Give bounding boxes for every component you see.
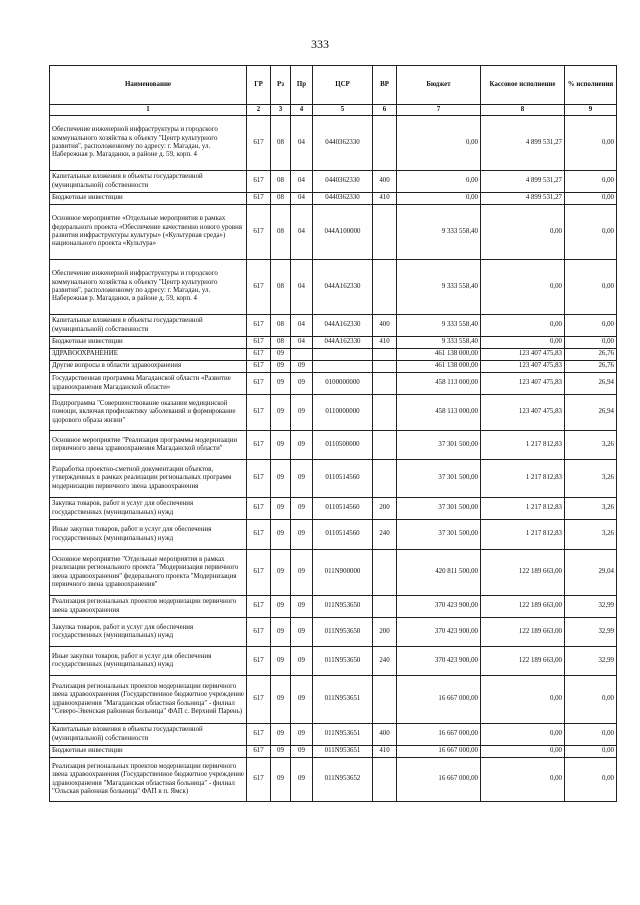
row-pr: 04 xyxy=(291,116,313,171)
header-pct: % исполнения xyxy=(565,66,617,105)
row-pct: 26,76 xyxy=(565,361,617,373)
row-csr: 044А162330 xyxy=(313,315,373,337)
row-budget: 461 138 000,00 xyxy=(397,361,481,373)
table-row xyxy=(50,676,617,724)
header-name: Наименование xyxy=(50,66,247,105)
row-budget: 37 301 500,00 xyxy=(397,498,481,520)
row-name: Основное мероприятие "Отдельные мероприятия в рамках реализации регионального проекта "Модернизация первичного звена здравоохранения" федерального проекта "Модернизация первичного звена здравоохранения" xyxy=(50,550,247,596)
row-pct: 0,00 xyxy=(565,746,617,758)
row-name: Реализация региональных проектов модернизации первичного звена здравоохранения (Государственное бюджетное учреждение здравоохранения "Магаданская областная больница" - филиал "Северо-Эвенская районная больница" ФАП с. Верхний Парень) xyxy=(50,676,247,724)
row-name: Бюджетные инвестиции xyxy=(50,193,247,205)
row-gr: 617 xyxy=(247,361,271,373)
row-pr: 09 xyxy=(291,746,313,758)
budget-table xyxy=(49,65,617,802)
row-rz: 09 xyxy=(271,349,291,361)
row-cash: 4 899 531,27 xyxy=(481,171,565,193)
row-pr: 09 xyxy=(291,520,313,550)
table-row xyxy=(50,758,617,802)
row-cash: 0,00 xyxy=(481,746,565,758)
row-pct: 0,00 xyxy=(565,205,617,260)
header-budget: Бюджет xyxy=(397,66,481,105)
row-gr: 617 xyxy=(247,260,271,315)
row-rz: 09 xyxy=(271,498,291,520)
row-vr xyxy=(373,758,397,802)
row-csr: 011N900000 xyxy=(313,550,373,596)
row-gr: 617 xyxy=(247,647,271,676)
row-rz: 08 xyxy=(271,260,291,315)
row-pr: 09 xyxy=(291,550,313,596)
row-cash: 123 407 475,83 xyxy=(481,349,565,361)
row-budget: 370 423 900,00 xyxy=(397,596,481,618)
row-rz: 08 xyxy=(271,116,291,171)
row-csr: 0110514560 xyxy=(313,460,373,498)
row-csr: 0110514560 xyxy=(313,520,373,550)
row-name: ЗДРАВООХРАНЕНИЕ xyxy=(50,349,247,361)
row-name: Капитальные вложения в объекты государственной (муниципальной) собственности xyxy=(50,724,247,746)
row-rz: 08 xyxy=(271,193,291,205)
row-cash: 1 217 812,83 xyxy=(481,520,565,550)
row-pct: 32,99 xyxy=(565,618,617,647)
row-csr: 011N953651 xyxy=(313,746,373,758)
row-pr xyxy=(291,349,313,361)
row-rz: 09 xyxy=(271,618,291,647)
row-pct: 26,94 xyxy=(565,395,617,431)
row-csr: 044А162330 xyxy=(313,337,373,349)
row-rz: 09 xyxy=(271,361,291,373)
row-gr: 617 xyxy=(247,676,271,724)
row-rz: 08 xyxy=(271,337,291,349)
row-rz: 08 xyxy=(271,171,291,193)
row-csr: 0440362330 xyxy=(313,116,373,171)
table-row xyxy=(50,171,617,193)
row-vr: 240 xyxy=(373,647,397,676)
row-rz: 09 xyxy=(271,596,291,618)
row-cash: 0,00 xyxy=(481,315,565,337)
column-index: 4 xyxy=(291,105,313,116)
row-name: Бюджетные инвестиции xyxy=(50,746,247,758)
row-vr xyxy=(373,260,397,315)
row-pr: 09 xyxy=(291,618,313,647)
row-pct: 26,76 xyxy=(565,349,617,361)
row-gr: 617 xyxy=(247,431,271,460)
row-vr: 240 xyxy=(373,520,397,550)
row-name: Капитальные вложения в объекты государственной (муниципальной) собственности xyxy=(50,171,247,193)
row-rz: 09 xyxy=(271,373,291,395)
row-vr xyxy=(373,205,397,260)
row-pr: 04 xyxy=(291,193,313,205)
column-index-row xyxy=(50,105,617,116)
row-name: Другие вопросы в области здравоохранения xyxy=(50,361,247,373)
row-pr: 09 xyxy=(291,395,313,431)
row-cash: 122 189 663,00 xyxy=(481,618,565,647)
row-cash: 4 899 531,27 xyxy=(481,193,565,205)
column-index: 8 xyxy=(481,105,565,116)
row-gr: 617 xyxy=(247,460,271,498)
row-csr: 044А100000 xyxy=(313,205,373,260)
row-budget: 461 138 000,00 xyxy=(397,349,481,361)
row-budget: 37 301 500,00 xyxy=(397,431,481,460)
table-row xyxy=(50,618,617,647)
table-body xyxy=(50,116,617,802)
row-gr: 617 xyxy=(247,498,271,520)
row-cash: 123 407 475,83 xyxy=(481,361,565,373)
row-pct: 0,00 xyxy=(565,193,617,205)
row-name: Основное мероприятие «Отдельные мероприятия в рамках федерального проекта «Обеспечение качественно нового уровня развития инфраструктуры культуры» («Культурная среда») национального проекта «Культура» xyxy=(50,205,247,260)
header-csr: ЦСР xyxy=(313,66,373,105)
row-budget: 9 333 558,40 xyxy=(397,205,481,260)
row-pr: 09 xyxy=(291,724,313,746)
row-cash: 0,00 xyxy=(481,758,565,802)
row-pct: 32,99 xyxy=(565,647,617,676)
row-vr: 410 xyxy=(373,337,397,349)
row-gr: 617 xyxy=(247,337,271,349)
table-row xyxy=(50,395,617,431)
row-name: Закупка товаров, работ и услуг для обеспечения государственных (муниципальных) нужд xyxy=(50,618,247,647)
row-gr: 617 xyxy=(247,193,271,205)
row-name: Капитальные вложения в объекты государственной (муниципальной) собственности xyxy=(50,315,247,337)
table-row xyxy=(50,746,617,758)
row-cash: 122 189 663,00 xyxy=(481,596,565,618)
row-pr: 09 xyxy=(291,498,313,520)
table-row xyxy=(50,116,617,171)
row-budget: 9 333 558,40 xyxy=(397,337,481,349)
table-row xyxy=(50,431,617,460)
row-vr xyxy=(373,550,397,596)
row-csr: 011N953651 xyxy=(313,724,373,746)
row-csr: 011N953650 xyxy=(313,647,373,676)
row-vr xyxy=(373,431,397,460)
row-csr: 0440362330 xyxy=(313,193,373,205)
row-vr xyxy=(373,676,397,724)
row-csr: 011N953650 xyxy=(313,596,373,618)
column-index: 1 xyxy=(50,105,247,116)
table-row xyxy=(50,260,617,315)
row-cash: 123 407 475,83 xyxy=(481,395,565,431)
row-rz: 09 xyxy=(271,647,291,676)
row-vr xyxy=(373,373,397,395)
row-pct: 0,00 xyxy=(565,315,617,337)
row-name: Закупка товаров, работ и услуг для обеспечения государственных (муниципальных) нужд xyxy=(50,498,247,520)
row-pct: 3,26 xyxy=(565,460,617,498)
column-index: 2 xyxy=(247,105,271,116)
table-row xyxy=(50,460,617,498)
row-budget: 370 423 900,00 xyxy=(397,647,481,676)
row-rz: 09 xyxy=(271,520,291,550)
table-row xyxy=(50,596,617,618)
row-csr: 011N953651 xyxy=(313,676,373,724)
row-pct: 32,99 xyxy=(565,596,617,618)
row-vr: 200 xyxy=(373,498,397,520)
row-cash: 1 217 812,83 xyxy=(481,431,565,460)
header-vr: ВР xyxy=(373,66,397,105)
table-row xyxy=(50,337,617,349)
row-vr xyxy=(373,596,397,618)
row-rz: 09 xyxy=(271,724,291,746)
row-gr: 617 xyxy=(247,618,271,647)
row-budget: 16 667 000,00 xyxy=(397,724,481,746)
row-pr: 09 xyxy=(291,676,313,724)
row-csr: 0110514560 xyxy=(313,498,373,520)
row-name: Государственная программа Магаданской области «Развитие здравоохранения Магаданской области» xyxy=(50,373,247,395)
row-name: Разработка проектно-сметной документации объектов, утвержденных в рамках реализации региональных программ модернизации первичного звена здравоохранения xyxy=(50,460,247,498)
row-gr: 617 xyxy=(247,395,271,431)
row-vr xyxy=(373,395,397,431)
row-cash: 0,00 xyxy=(481,676,565,724)
row-gr: 617 xyxy=(247,550,271,596)
row-rz: 09 xyxy=(271,746,291,758)
row-pr: 04 xyxy=(291,260,313,315)
row-csr: 0110500000 xyxy=(313,431,373,460)
column-index: 7 xyxy=(397,105,481,116)
row-vr: 400 xyxy=(373,724,397,746)
row-cash: 0,00 xyxy=(481,205,565,260)
row-budget: 37 301 500,00 xyxy=(397,520,481,550)
row-pct: 26,94 xyxy=(565,373,617,395)
header-row xyxy=(50,66,617,105)
row-pr: 04 xyxy=(291,171,313,193)
row-rz: 09 xyxy=(271,758,291,802)
page-number: 333 xyxy=(311,37,329,51)
row-rz: 09 xyxy=(271,395,291,431)
row-budget: 9 333 558,40 xyxy=(397,260,481,315)
column-index: 5 xyxy=(313,105,373,116)
table-row xyxy=(50,315,617,337)
row-pr: 09 xyxy=(291,431,313,460)
row-budget: 458 113 000,00 xyxy=(397,395,481,431)
row-rz: 08 xyxy=(271,315,291,337)
row-vr: 400 xyxy=(373,315,397,337)
row-gr: 617 xyxy=(247,746,271,758)
row-pct: 0,00 xyxy=(565,337,617,349)
row-vr: 400 xyxy=(373,171,397,193)
table-row xyxy=(50,647,617,676)
row-vr xyxy=(373,116,397,171)
row-cash: 1 217 812,83 xyxy=(481,498,565,520)
row-pr: 09 xyxy=(291,361,313,373)
row-pct: 0,00 xyxy=(565,260,617,315)
row-vr xyxy=(373,361,397,373)
row-gr: 617 xyxy=(247,596,271,618)
table-row xyxy=(50,498,617,520)
row-cash: 4 899 531,27 xyxy=(481,116,565,171)
row-budget: 0,00 xyxy=(397,171,481,193)
row-rz: 09 xyxy=(271,460,291,498)
row-pct: 0,00 xyxy=(565,171,617,193)
row-cash: 123 407 475,83 xyxy=(481,373,565,395)
row-pr: 09 xyxy=(291,647,313,676)
row-pct: 0,00 xyxy=(565,676,617,724)
row-gr: 617 xyxy=(247,724,271,746)
row-csr: 0110000000 xyxy=(313,395,373,431)
row-csr: 0440362330 xyxy=(313,171,373,193)
row-csr: 011N953652 xyxy=(313,758,373,802)
row-vr: 200 xyxy=(373,618,397,647)
row-pct: 3,26 xyxy=(565,498,617,520)
row-gr: 617 xyxy=(247,205,271,260)
row-gr: 617 xyxy=(247,373,271,395)
table-header xyxy=(50,66,617,116)
row-cash: 122 189 663,00 xyxy=(481,647,565,676)
row-rz: 09 xyxy=(271,676,291,724)
row-name: Подпрограмма "Совершенствование оказания медицинской помощи, включая профилактику заболеваний и формирование здорового образа жизни" xyxy=(50,395,247,431)
column-index: 9 xyxy=(565,105,617,116)
table-row xyxy=(50,550,617,596)
row-pr: 09 xyxy=(291,596,313,618)
table-row xyxy=(50,205,617,260)
table-row xyxy=(50,361,617,373)
row-vr: 410 xyxy=(373,746,397,758)
row-vr: 410 xyxy=(373,193,397,205)
row-budget: 420 811 500,00 xyxy=(397,550,481,596)
row-budget: 16 667 000,00 xyxy=(397,676,481,724)
row-name: Иные закупки товаров, работ и услуг для обеспечения государственных (муниципальных) нужд xyxy=(50,647,247,676)
row-pct: 0,00 xyxy=(565,116,617,171)
row-cash: 0,00 xyxy=(481,337,565,349)
row-csr xyxy=(313,349,373,361)
column-index: 3 xyxy=(271,105,291,116)
row-budget: 9 333 558,40 xyxy=(397,315,481,337)
row-budget: 16 667 000,00 xyxy=(397,758,481,802)
row-pr: 09 xyxy=(291,758,313,802)
row-pr: 09 xyxy=(291,373,313,395)
row-gr: 617 xyxy=(247,349,271,361)
row-cash: 0,00 xyxy=(481,260,565,315)
row-gr: 617 xyxy=(247,116,271,171)
row-csr: 044А162330 xyxy=(313,260,373,315)
row-budget: 370 423 900,00 xyxy=(397,618,481,647)
row-vr xyxy=(373,460,397,498)
row-cash: 122 189 663,00 xyxy=(481,550,565,596)
row-budget: 0,00 xyxy=(397,193,481,205)
row-gr: 617 xyxy=(247,315,271,337)
row-csr xyxy=(313,361,373,373)
row-pr: 09 xyxy=(291,460,313,498)
row-gr: 617 xyxy=(247,520,271,550)
row-name: Обеспечение инженерной инфраструктуры и городского коммунального хозяйства к объекту "Центр культурного развития", расположенному по адресу: г. Магадан, ул. Набережная р. Магаданки, в районе д. 59, корп. 4 xyxy=(50,116,247,171)
row-budget: 16 667 000,00 xyxy=(397,746,481,758)
row-pr: 04 xyxy=(291,337,313,349)
row-rz: 09 xyxy=(271,550,291,596)
table-row xyxy=(50,724,617,746)
header-gr: ГР xyxy=(247,66,271,105)
row-pct: 3,26 xyxy=(565,431,617,460)
table-row xyxy=(50,349,617,361)
header-pr: Пр xyxy=(291,66,313,105)
row-rz: 08 xyxy=(271,205,291,260)
row-cash: 1 217 812,83 xyxy=(481,460,565,498)
row-name: Бюджетные инвестиции xyxy=(50,337,247,349)
row-csr: 011N953650 xyxy=(313,618,373,647)
row-gr: 617 xyxy=(247,758,271,802)
row-pr: 04 xyxy=(291,315,313,337)
row-pct: 0,00 xyxy=(565,724,617,746)
row-csr: 0100000000 xyxy=(313,373,373,395)
row-gr: 617 xyxy=(247,171,271,193)
header-rz: Рз xyxy=(271,66,291,105)
row-name: Реализация региональных проектов модернизации первичного звена здравоохранения xyxy=(50,596,247,618)
table-row xyxy=(50,193,617,205)
header-cash: Кассовое исполнение xyxy=(481,66,565,105)
row-pr: 04 xyxy=(291,205,313,260)
column-index: 6 xyxy=(373,105,397,116)
row-name: Иные закупки товаров, работ и услуг для обеспечения государственных (муниципальных) нужд xyxy=(50,520,247,550)
row-pct: 29,04 xyxy=(565,550,617,596)
row-pct: 0,00 xyxy=(565,758,617,802)
row-rz: 09 xyxy=(271,431,291,460)
table-row xyxy=(50,373,617,395)
row-cash: 0,00 xyxy=(481,724,565,746)
table-row xyxy=(50,520,617,550)
row-name: Реализация региональных проектов модернизации первичного звена здравоохранения (Государственное бюджетное учреждение здравоохранения "Магаданская областная больница" - филиал "Ольская районная больница" ФАП в п. Ямск) xyxy=(50,758,247,802)
row-pct: 3,26 xyxy=(565,520,617,550)
row-budget: 0,00 xyxy=(397,116,481,171)
row-vr xyxy=(373,349,397,361)
row-budget: 458 113 000,00 xyxy=(397,373,481,395)
row-name: Основное мероприятие "Реализация программы модернизации первичного звена здравоохранения Магаданской области" xyxy=(50,431,247,460)
row-name: Обеспечение инженерной инфраструктуры и городского коммунального хозяйства к объекту "Центр культурного развития", расположенному по адресу: г. Магадан, ул. Набережная р. Магаданки, в районе д. 59, корп. 4 xyxy=(50,260,247,315)
row-budget: 37 301 500,00 xyxy=(397,460,481,498)
